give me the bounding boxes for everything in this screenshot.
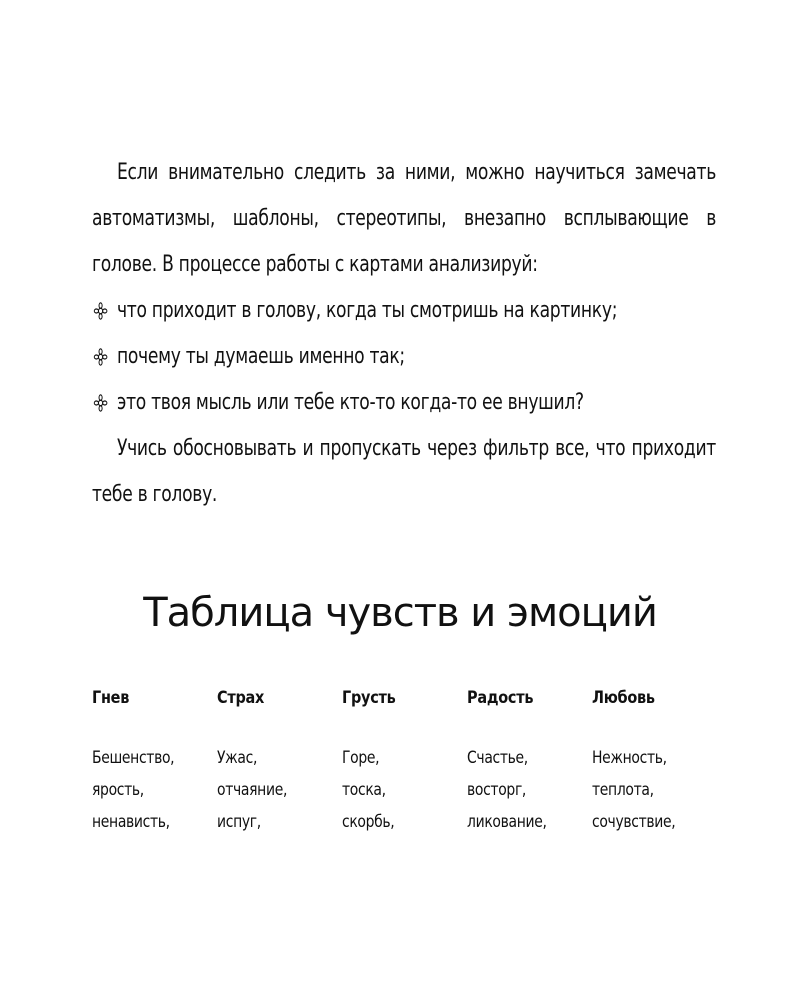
column-list	[342, 742, 445, 838]
list-item-text: что приходит в голову, когда ты смотришь на картинку;	[116, 298, 618, 323]
column-list	[217, 742, 320, 838]
column-sadness	[342, 688, 467, 838]
column-header: Страх	[217, 688, 265, 708]
list-item: тоска,	[342, 780, 386, 800]
list-item: отчаяние,	[217, 780, 288, 800]
list-item: Нежность,	[592, 748, 667, 768]
list-item: восторг,	[467, 780, 527, 800]
list-item: ярость,	[92, 780, 144, 800]
list-item: сочувствие,	[592, 812, 676, 832]
list-item: Горе,	[342, 748, 380, 768]
list-item-text: почему ты думаешь именно так;	[116, 344, 405, 369]
column-love	[592, 688, 717, 838]
column-header: Радость	[467, 688, 534, 708]
column-list	[92, 742, 195, 838]
list-item: Счастье,	[467, 748, 528, 768]
bullet-list	[92, 288, 716, 426]
paragraph-closing: Учись обосновывать и пропускать через фильтр все, что приходит тебе в голову.	[92, 436, 716, 507]
flower-ornament-icon	[94, 348, 108, 366]
column-list	[592, 742, 695, 838]
text-block	[92, 150, 716, 518]
column-header: Любовь	[592, 688, 655, 708]
list-item: ненависть,	[92, 812, 170, 832]
emotions-table	[92, 688, 717, 838]
list-item	[92, 380, 716, 426]
body-text	[92, 150, 716, 518]
list-item: испуг,	[217, 812, 261, 832]
table-title: Таблица чувств и эмоций	[143, 590, 657, 636]
list-item: Ужас,	[217, 748, 258, 768]
flower-ornament-icon	[94, 394, 108, 412]
list-item-text: это твоя мысль или тебе кто-то когда-то ее внушил?	[116, 390, 584, 415]
column-fear	[217, 688, 342, 838]
flower-ornament-icon	[94, 302, 108, 320]
paragraph-intro: Если внимательно следить за ними, можно научиться замечать автоматизмы, шаблоны, стереотипы, внезапно всплывающие в голове. В процессе работы с картами анализируй:	[92, 160, 716, 277]
list-item	[92, 334, 716, 380]
column-header: Грусть	[342, 688, 396, 708]
column-list	[467, 742, 570, 838]
list-item: теплота,	[592, 780, 654, 800]
list-item: ликование,	[467, 812, 547, 832]
list-item: скорбь,	[342, 812, 395, 832]
column-joy	[467, 688, 592, 838]
column-anger	[92, 688, 217, 838]
column-header: Гнев	[92, 688, 130, 708]
list-item	[92, 288, 716, 334]
list-item: Бешенство,	[92, 748, 175, 768]
